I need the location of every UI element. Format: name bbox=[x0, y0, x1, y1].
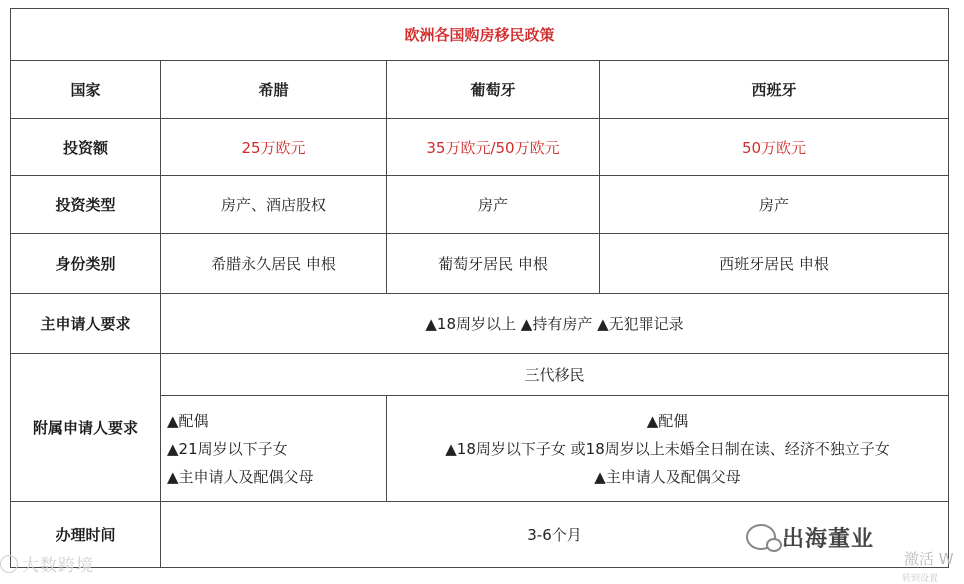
dependent-greece-line: ▲21周岁以下子女 bbox=[167, 439, 288, 458]
status-type-label: 身份类别 bbox=[11, 234, 161, 294]
main-applicant-label: 主申请人要求 bbox=[11, 294, 161, 354]
status-type-greece: 希腊永久居民 申根 bbox=[161, 234, 387, 294]
status-type-spain: 西班牙居民 申根 bbox=[600, 234, 949, 294]
processing-time-label: 办理时间 bbox=[11, 502, 161, 568]
investment-type-portugal: 房产 bbox=[387, 176, 600, 234]
activate-windows-subtext: 转到设置 bbox=[902, 574, 939, 584]
investment-portugal: 35万欧元/50万欧元 bbox=[387, 119, 600, 176]
dependent-others-line: ▲18周岁以下子女 或18周岁以上未婚全日制在读、经济不独立子女 bbox=[445, 439, 890, 458]
header-country-label: 国家 bbox=[11, 61, 161, 119]
watermark-left-text: 大数跨境 bbox=[22, 556, 94, 576]
investment-greece: 25万欧元 bbox=[161, 119, 387, 176]
wechat-icon bbox=[746, 524, 776, 550]
dependent-greece-line: ▲配偶 bbox=[167, 411, 209, 430]
main-applicant-requirements: ▲18周岁以上 ▲持有房产 ▲无犯罪记录 bbox=[161, 294, 949, 354]
activate-windows-text: 激活 W bbox=[904, 550, 954, 568]
watermark-logo-icon bbox=[0, 555, 18, 573]
watermark-left bbox=[0, 551, 94, 576]
investment-type-spain: 房产 bbox=[600, 176, 949, 234]
investment-spain: 50万欧元 bbox=[600, 119, 949, 176]
dependent-others-cell bbox=[387, 396, 949, 502]
table-title: 欧洲各国购房移民政策 bbox=[11, 9, 949, 61]
dependent-others-line: ▲配偶 bbox=[646, 411, 689, 430]
dependent-others-line: ▲主申请人及配偶父母 bbox=[594, 467, 741, 486]
dependent-greece-cell bbox=[161, 396, 387, 502]
dependent-label: 附属申请人要求 bbox=[11, 354, 161, 502]
header-greece: 希腊 bbox=[161, 61, 387, 119]
investment-type-label: 投资类型 bbox=[11, 176, 161, 234]
watermark-right-text: 出海董业 bbox=[782, 526, 875, 552]
dependent-greece-line: ▲主申请人及配偶父母 bbox=[167, 467, 314, 486]
header-portugal: 葡萄牙 bbox=[387, 61, 600, 119]
investment-type-greece: 房产、酒店股权 bbox=[161, 176, 387, 234]
status-type-portugal: 葡萄牙居民 申根 bbox=[387, 234, 600, 294]
dependent-shared: 三代移民 bbox=[161, 354, 949, 396]
investment-label: 投资额 bbox=[11, 119, 161, 176]
immigration-policy-table bbox=[10, 8, 949, 568]
processing-time-value: 3-6个月 bbox=[161, 502, 949, 568]
header-spain: 西班牙 bbox=[600, 61, 949, 119]
